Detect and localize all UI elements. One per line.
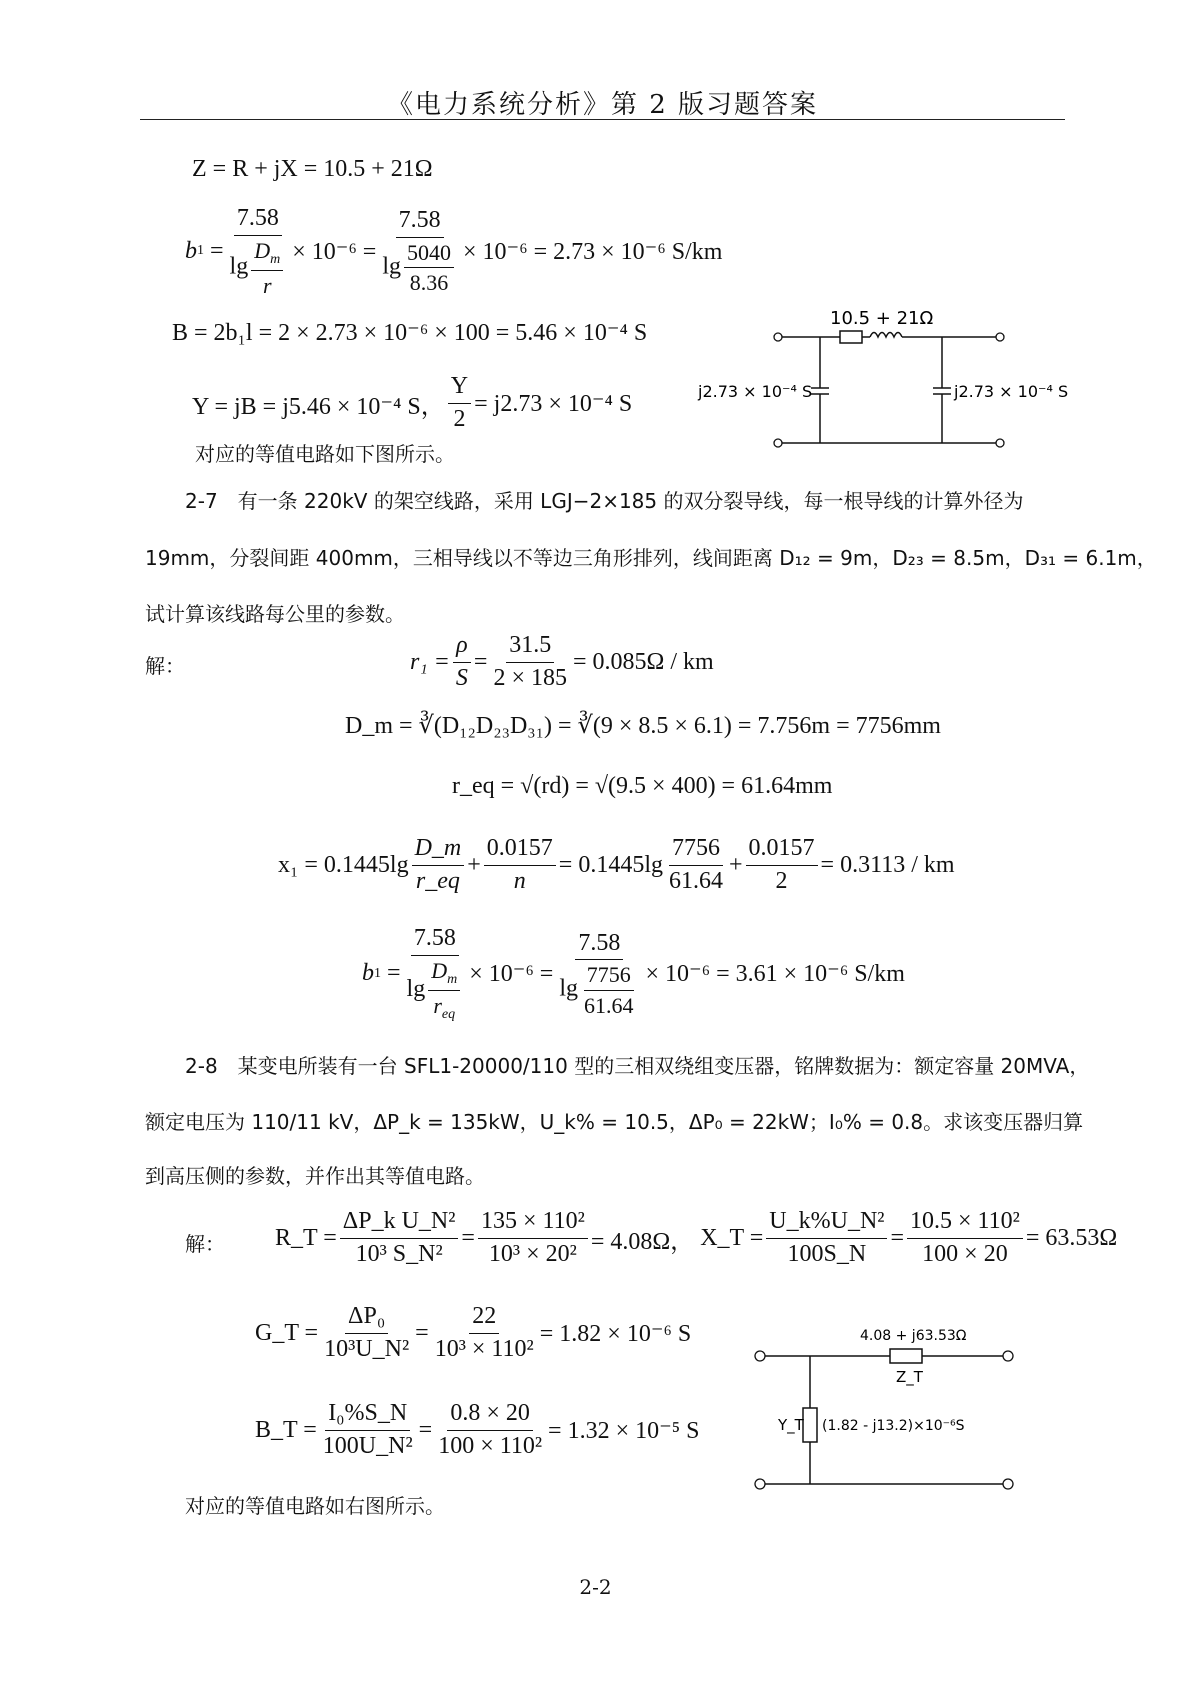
eq-b1-result: × 10⁻⁶ = 2.73 × 10⁻⁶ S/km bbox=[463, 238, 723, 265]
problem-2-8-line2: 额定电压为 110/11 kV，ΔP_k = 135kW，U_k% = 10.5，ΔP₀ = 22kW；I₀% = 0.8。求该变压器归算 bbox=[145, 1110, 1084, 1134]
problem-2-8-line1: 2-8 某变电所装有一台 SFL1-20000/110 型的三相双绕组变压器，铭牌数据为：额定容量 20MVA， bbox=[185, 1054, 1090, 1078]
eq-Y2-frac: $\frac{Y}{2}$ bbox=[448, 373, 471, 433]
circuit2-terminal-br bbox=[1003, 1479, 1013, 1489]
circuit2-terminal-bl bbox=[755, 1479, 765, 1489]
circuit1-impedance-label: 10.5 + 21Ω bbox=[830, 308, 934, 329]
circuit2-z-label: Z_T bbox=[896, 1368, 923, 1386]
header-rule bbox=[140, 119, 1065, 120]
eq-b1-2-7: b 1 = 7.58 lg $\frac{D_m}{r_{eq}}$ × 10⁻⁶ = 7.58 lg $\frac{7756}{61.64}$ × 10⁻⁶ = 3.61 × 10⁻⁶ S/km bbox=[362, 925, 905, 1022]
eq-impedance: Z = R + jX = 10.5 + 21Ω bbox=[192, 156, 433, 182]
circuit1-inductor bbox=[870, 333, 902, 338]
circuit1-left-shunt-label: j2.73 × 10⁻⁴ S bbox=[698, 382, 813, 401]
circuit1-terminal-tr bbox=[996, 333, 1004, 341]
circuit2-terminal-tr bbox=[1003, 1351, 1013, 1361]
problem-2-8-line3: 到高压侧的参数，并作出其等值电路。 bbox=[145, 1164, 485, 1188]
circuit1-terminal-br bbox=[996, 439, 1004, 447]
eq-b1-frac1 bbox=[227, 205, 290, 298]
eq-GT: G_T = $\frac{\text{ΔP₀}}{\text{10³U\_N²}}$ = $\frac{22}{\text{10³ × 110²}}$ = 1.82 × 10⁻⁶ S bbox=[255, 1303, 692, 1362]
problem-2-7-line1: 2-7 有一条 220kV 的架空线路，采用 LGJ−2×185 的双分裂导线，每一根导线的计算外径为 bbox=[185, 489, 1024, 513]
eq-req: r_eq = √(rd) = √(9.5 × 400) = 61.64mm bbox=[452, 773, 833, 799]
problem-2-8-solution-label: 解： bbox=[185, 1232, 225, 1256]
circuit1-terminal-bl bbox=[774, 439, 782, 447]
circuit1-right-shunt-label: j2.73 × 10⁻⁴ S bbox=[954, 382, 1069, 401]
circuit2-admittance-label: (1.82 - j13.2)×10⁻⁶S bbox=[822, 1418, 965, 1434]
eq-r1: r₁ = $\frac{\rho}{S}$ = $\frac{31.5}{2 \times 185}$ = 0.085Ω / km bbox=[410, 632, 714, 691]
problem-2-7-solution-label: 解： bbox=[145, 654, 185, 678]
eq-b1-frac2: 7.58 lg $\frac{5040}{8.36}$ bbox=[379, 207, 460, 295]
eq-BT: B_T = $\frac{\text{I₀\%S\_N}}{\text{100U\_N²}}$ = $\frac{0.8 \times 20}{\text{100 × 110²}}$ = 1.32 × 10⁻⁵ S bbox=[255, 1400, 700, 1459]
eq-Y-lhs: Y = jB = j5.46 × 10⁻⁴ S， bbox=[192, 393, 445, 420]
page-number: 2-2 bbox=[579, 1575, 612, 1599]
caption-circuit-1: 对应的等值电路如下图所示。 bbox=[195, 442, 455, 466]
eq-b1-lhs: b bbox=[185, 237, 197, 264]
eq-RT-XT: R_T = $\frac{\text{ΔP\_k U\_N²}}{\text{10³ S\_N²}}$ = $\frac{\text{135 × 110²}}{\text{10³ × 20²}}$ = 4.08Ω， X_T = $\frac{\text{U\_k\%U\_N²}}{100S\_N}$ = $\frac{\text{10.5 × 110²}}{100 \times 20}$ = 63.53Ω bbox=[275, 1208, 1118, 1267]
eq-Y bbox=[192, 373, 632, 433]
circuit2-y-label: Y_T bbox=[778, 1416, 804, 1434]
circuit1-resistor bbox=[840, 331, 862, 343]
problem-2-7-line2: 19mm，分裂间距 400mm，三相导线以不等边三角形排列，线间距离 D₁₂ = 9m，D₂₃ = 8.5m，D₃₁ = 6.1m， bbox=[145, 546, 1157, 570]
pi-equivalent-circuit bbox=[690, 300, 1080, 460]
circuit2-series-impedance bbox=[890, 1349, 922, 1363]
circuit2-terminal-tl bbox=[755, 1351, 765, 1361]
circuit1-terminal-tl bbox=[774, 333, 782, 341]
circuit2-shunt-admittance bbox=[803, 1408, 817, 1442]
eq-dm: D_m = ∛(D₁₂D₂₃D₃₁) = ∛(9 × 8.5 × 6.1) = 7.756m = 7756mm bbox=[345, 713, 941, 739]
eq-x1: x₁ = 0.1445lg $\frac{D\_m}{r\_eq}$ + $\frac{0.0157}{n}$ = 0.1445lg $\frac{7756}{61.64}$ + $\frac{0.0157}{2}$ = 0.3113 / km bbox=[278, 835, 955, 894]
caption-circuit-2: 对应的等值电路如右图所示。 bbox=[185, 1494, 445, 1518]
transformer-equivalent-circuit bbox=[740, 1320, 1030, 1500]
eq-b1-lg-den: 8.36 bbox=[409, 270, 449, 296]
eq-b1-num: 7.58 bbox=[234, 205, 282, 236]
problem-2-7-line3: 试计算该线路每公里的参数。 bbox=[145, 602, 405, 626]
eq-b1-mid: × 10⁻⁶ = bbox=[292, 238, 377, 265]
eq-B: B = 2b₁l = 2 × 2.73 × 10⁻⁶ × 100 = 5.46 × 10⁻⁴ S bbox=[172, 320, 648, 346]
circuit2-impedance-label: 4.08 + j63.53Ω bbox=[860, 1328, 967, 1344]
eq-Y2-result: = j2.73 × 10⁻⁴ S bbox=[474, 390, 633, 417]
eq-b1-lg-num: 5040 bbox=[404, 240, 454, 268]
eq-b1-den-lg: lg $\frac{D_m}{r}$ bbox=[227, 236, 290, 298]
eq-b1-first: b 1 = 7.58 lg $\frac{D_m}{r}$ × 10⁻⁶ = 7.58 lg $\frac{5040}{8.36}$ × 10⁻⁶ = 2.73 × 10⁻⁶ S/km bbox=[185, 205, 723, 298]
page-header-title: 《电力系统分析》第 2 版习题答案 bbox=[386, 90, 819, 120]
